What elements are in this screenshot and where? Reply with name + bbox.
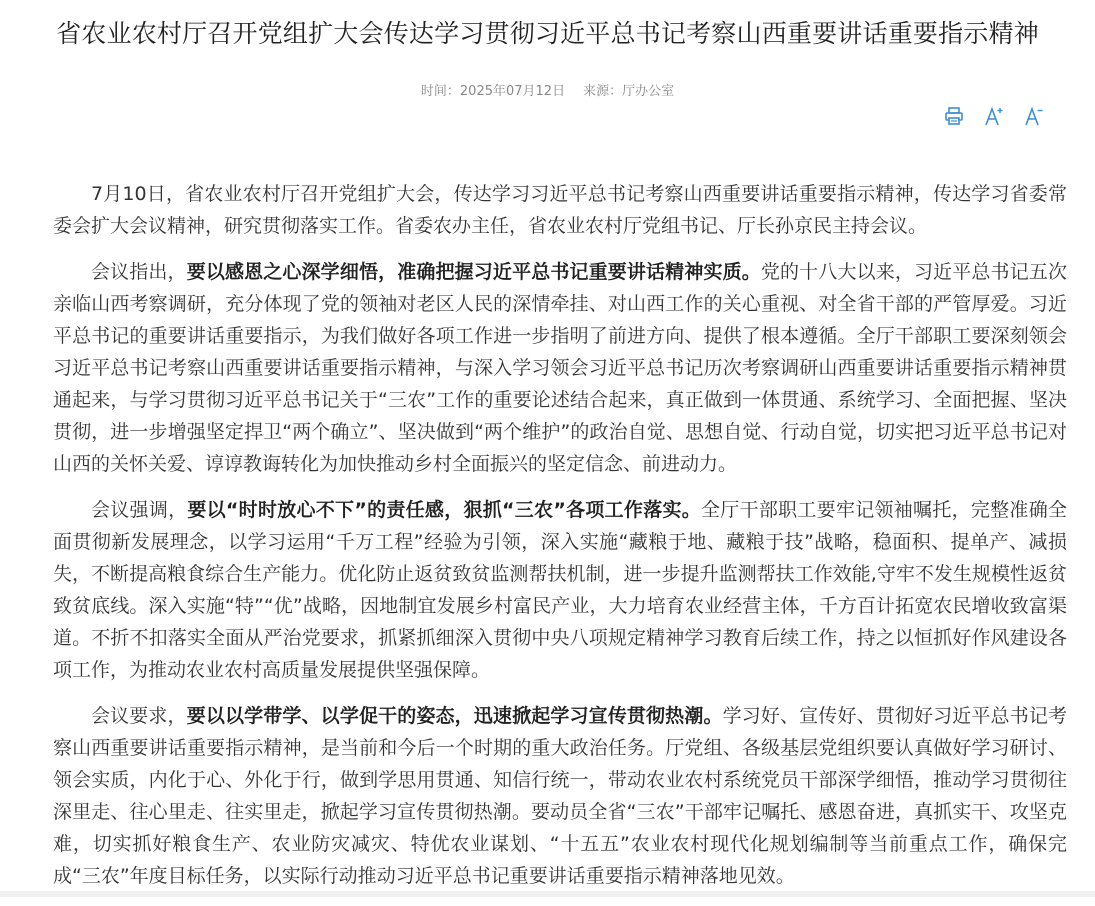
footer-divider [0, 891, 1095, 897]
paragraph-text: 党的十八大以来，习近平总书记五次亲临山西考察调研，充分体现了党的领袖对老区人民的深情牵挂、对山西工作的关心重视、对全省干部的严管厚爱。习近平总书记的重要讲话重要指示，为我们做好各项工作进一步指明了前进方向、提供了根本遵循。全厅干部职工要深刻领会习近平总书记考察山西重要讲话重要指示精神，与深入学习领会习近平总书记历次考察调研山西重要讲话重要指示精神贯通起来，与学习贯彻习近平总书记关于“三农”工作的重要论述结合起来，真正做到一体贯通、系统学习、全面把握、坚决贯彻，进一步增强坚定捍卫“两个确立”、坚决做到“两个维护”的政治自觉、思想自觉、行动自觉，切实把习近平总书记对山西的关怀关爱、谆谆教诲转化为加快推动乡村全面振兴的坚定信念、前进动力。 [53, 261, 1067, 475]
paragraph-emphasis: 要以以学带学、以学促干的姿态，迅速掀起学习宣传贯彻热潮。 [186, 705, 723, 727]
publish-date: 2025年07月12日 [459, 84, 566, 99]
article-meta [0, 82, 1095, 102]
paragraph-text: 全厅干部职工要牢记领袖嘱托，完整准确全面贯彻新发展理念，以学习运用“千万工程”经验为引领，深入实施“藏粮于地、藏粮于技”战略，稳面积、提单产、减损失，不断提高粮食综合生产能力。优化防止返贫致贫监测帮扶机制，进一步提升监测帮扶工作效能,守牢不发生规模性返贫致贫底线。深入实施“特”“优”战略，因地制宜发展乡村富民产业，大力培育农业经营主体，千方百计拓宽农民增收致富渠道。不折不扣落实全面从严治党要求，抓紧抓细深入贯彻中央八项规定精神学习教育后续工作，持之以恒抓好作风建设各项工作，为推动农业农村高质量发展提供坚强保障。 [53, 499, 1067, 681]
paragraph-lead: 会议指出， [91, 261, 187, 283]
font-decrease-button[interactable] [1023, 104, 1045, 128]
paragraph-lead: 会议强调， [91, 499, 188, 521]
paragraph-text: 7月10日，省农业农村厅召开党组扩大会，传达学习习近平总书记考察山西重要讲话重要指示精神，传达学习省委常委会扩大会议精神，研究贯彻落实工作。省委农办主任，省农业农村厅党组书记、厅长孙京民主持会议。 [53, 183, 1067, 237]
paragraph-text: 学习好、宣传好、贯彻好习近平总书记考察山西重要讲话重要指示精神，是当前和今后一个时期的重大政治任务。厅党组、各级基层党组织要认真做好学习研讨、领会实质，内化于心、外化于行，做到学思用贯通、知信行统一，带动农业农村系统党员干部深学细悟，推动学习贯彻往深里走、往心里走、往实里走，掀起学习宣传贯彻热潮。要动员全省“三农”干部牢记嘱托、感恩奋进，真抓实干、攻坚克难，切实抓好粮食生产、农业防灾减灾、特优农业谋划、“十五五”农业农村现代化规划编制等当前重点工作，确保完成“三农”年度目标任务，以实际行动推动习近平总书记重要讲话重要指示精神落地见效。 [53, 705, 1067, 887]
font-increase-icon [983, 105, 1005, 127]
paragraph-emphasis: 要以感恩之心深学细悟，准确把握习近平总书记重要讲话精神实质。 [186, 261, 761, 283]
paragraph-emphasis: 要以“时时放心不下”的责任感，狠抓“三农”各项工作落实。 [187, 499, 702, 521]
time-label: 时间： [420, 84, 460, 99]
article-body [53, 178, 1067, 906]
paragraph-3 [53, 494, 1067, 686]
paragraph-lead: 会议要求， [91, 705, 187, 727]
paragraph-2 [53, 256, 1067, 480]
print-button[interactable] [943, 104, 965, 128]
article-title: 省农业农村厅召开党组扩大会传达学习贯彻习近平总书记考察山西重要讲话重要指示精神 [56, 19, 1039, 48]
article-toolbar [943, 103, 1045, 129]
source-value: 厅办公室 [622, 84, 675, 99]
paragraph-1 [53, 178, 1067, 242]
font-increase-button[interactable] [983, 104, 1005, 128]
source-label: 来源： [583, 84, 623, 99]
print-icon [944, 106, 964, 126]
paragraph-4 [53, 700, 1067, 892]
font-decrease-icon [1023, 105, 1045, 127]
